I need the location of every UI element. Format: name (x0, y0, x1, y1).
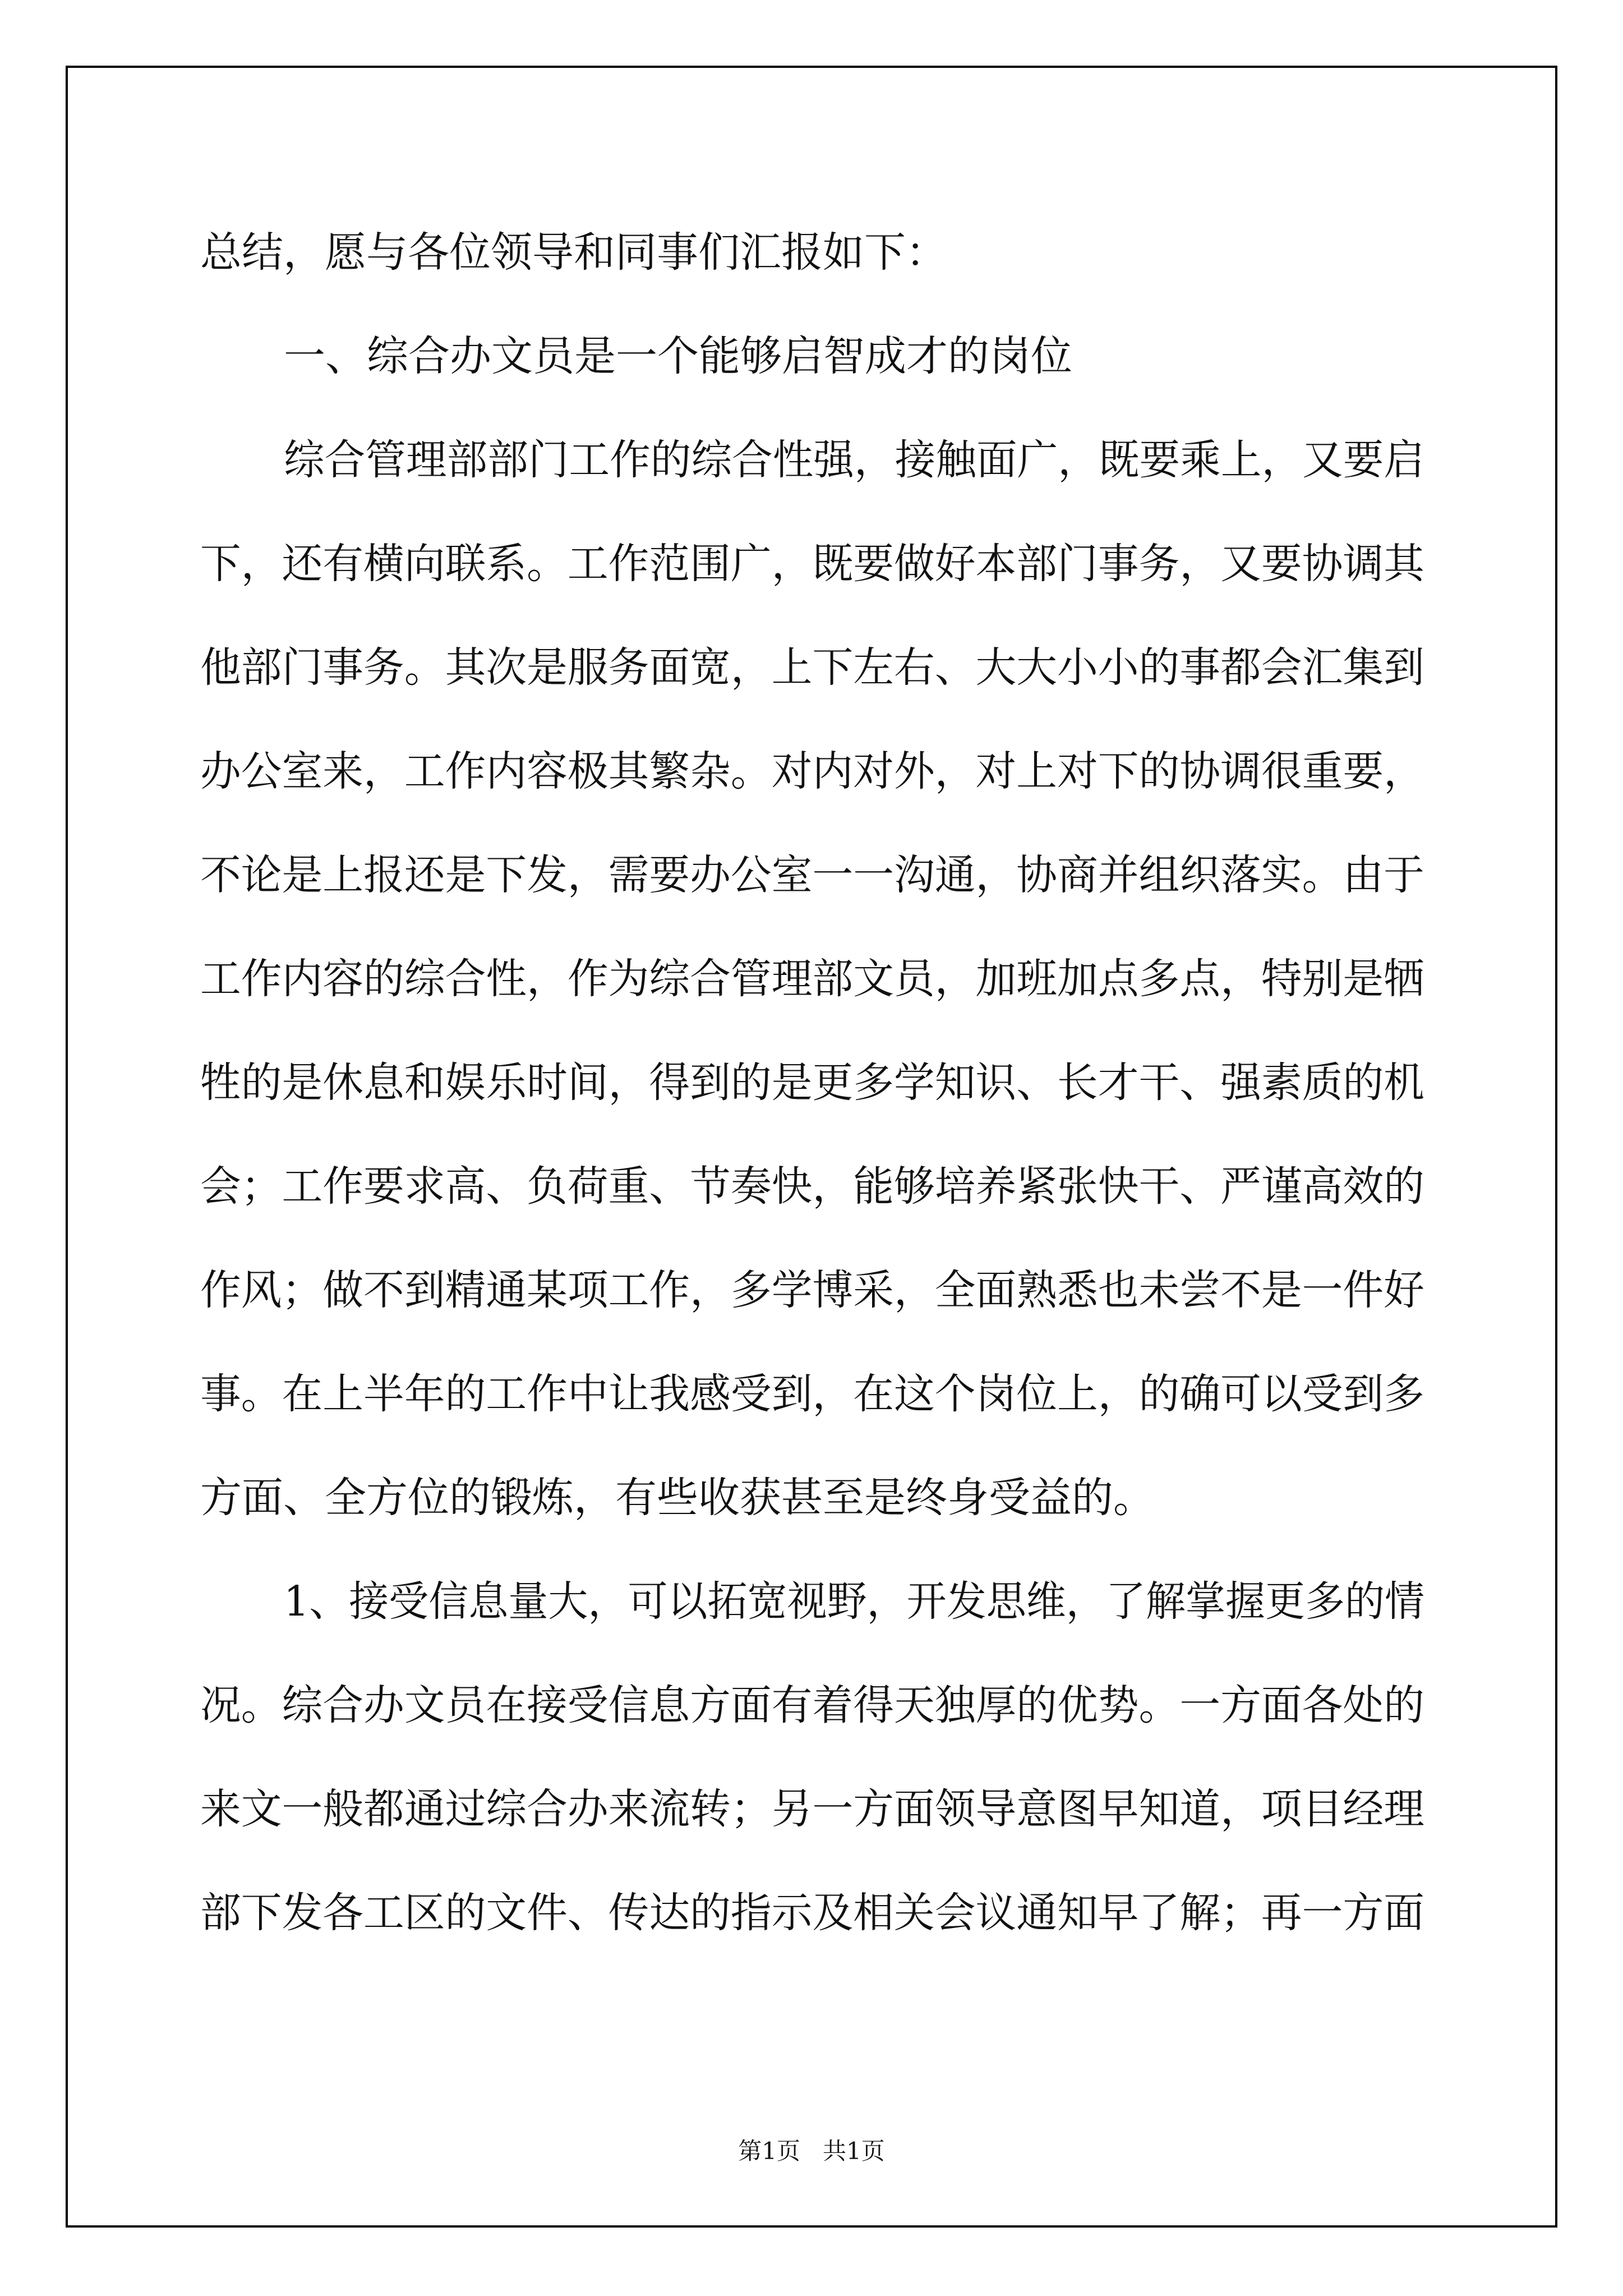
text-line-5: 他部门事务。其次是服务面宽，上下左右、大大小小的事都会汇集到 (200, 643, 1424, 692)
text-line-15: 况。综合办文员在接受信息方面有着得天独厚的优势。一方面各处的 (200, 1681, 1424, 1729)
page-footer: 第1页 共1页 (738, 2137, 885, 2165)
text-line-13: 方面、全方位的锻炼，有些收获甚至是终身受益的。 (200, 1474, 1155, 1522)
text-line-8: 工作内容的综合性，作为综合管理部文员，加班加点多点，特别是牺 (200, 955, 1424, 1003)
text-line-11: 作风；做不到精通某项工作，多学博采，全面熟悉也未尝不是一件好 (200, 1266, 1424, 1314)
text-line-10: 会；工作要求高、负荷重、节奏快，能够培养紧张快干、严谨高效的 (200, 1162, 1424, 1211)
text-line-4: 下，还有横向联系。工作范围广，既要做好本部门事务，又要协调其 (200, 540, 1424, 588)
text-line-9: 牲的是休息和娱乐时间，得到的是更多学知识、长才干、强素质的机 (200, 1059, 1424, 1107)
text-line-3: 综合管理部部门工作的综合性强，接触面广，既要乘上，又要启 (284, 436, 1425, 484)
section-heading: 一、综合办文员是一个能够启智成才的岗位 (284, 332, 1072, 380)
text-line-12: 事。在上半年的工作中让我感受到，在这个岗位上，的确可以受到多 (200, 1370, 1424, 1418)
text-line-6: 办公室来，工作内容极其繁杂。对内对外，对上对下的协调很重要， (200, 747, 1424, 795)
text-line-1: 总结，愿与各位领导和同事们汇报如下： (200, 228, 947, 277)
text-line-7: 不论是上报还是下发，需要办公室一一沟通，协商并组织落实。由于 (200, 851, 1424, 899)
text-line-17: 部下发各工区的文件、传达的指示及相关会议通知早了解；再一方面 (200, 1889, 1424, 1937)
text-line-14: 1、接受信息量大，可以拓宽视野，开发思维，了解掌握更多的情 (284, 1577, 1425, 1626)
text-line-16: 来文一般都通过综合办来流转；另一方面领导意图早知道，项目经理 (200, 1785, 1424, 1833)
